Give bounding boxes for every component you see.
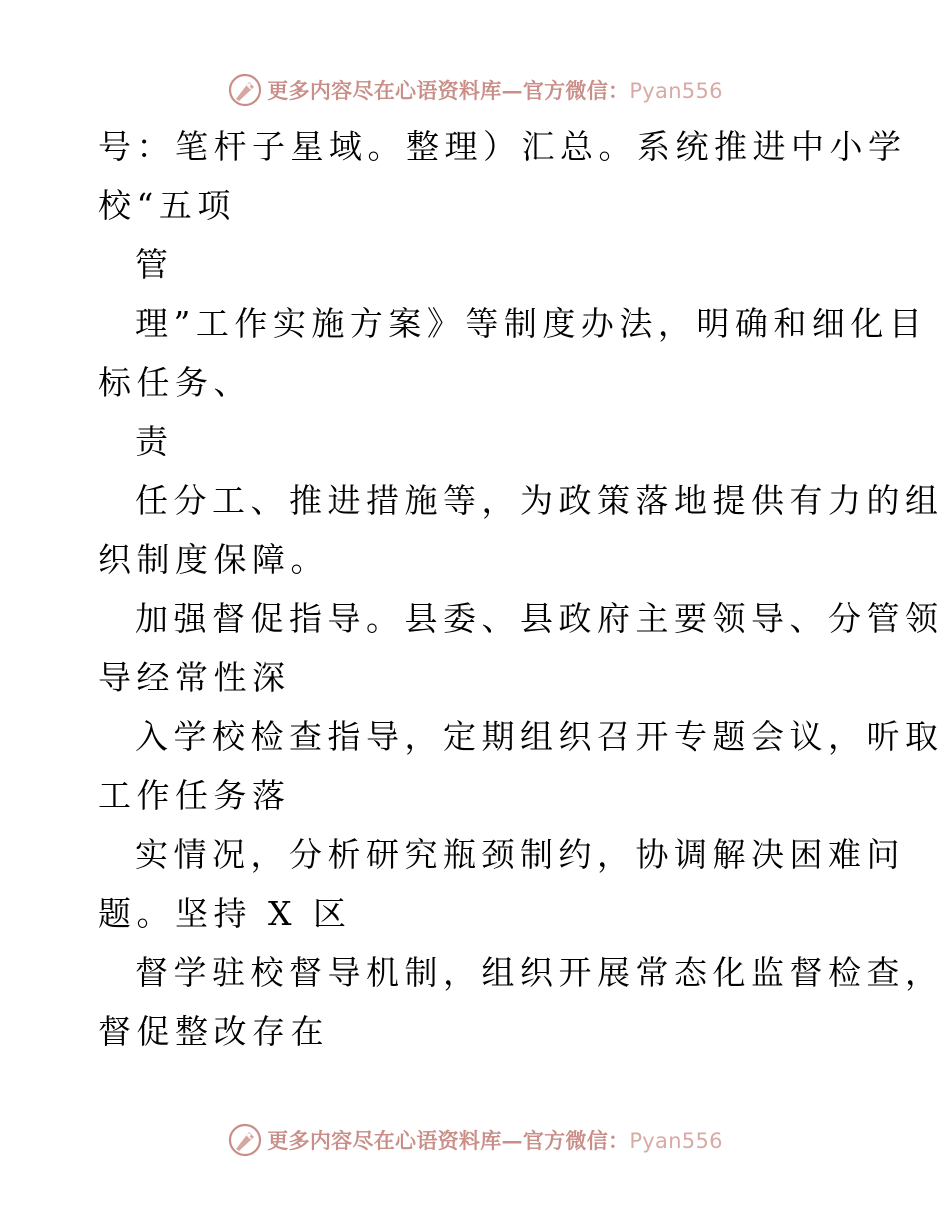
watermark-label: 更多内容尽在心语资料库—官方微信： (267, 1128, 630, 1153)
text-line: 责 (135, 422, 174, 461)
text-line: 导经常性深 (98, 658, 291, 697)
text-line: 题。坚持 X 区 (98, 894, 352, 933)
text-line: 督学驻校督导机制，组织开展常态化监督检查， (135, 953, 944, 992)
watermark-text (267, 1125, 723, 1155)
watermark-wechat-id: Pyan556 (629, 1129, 723, 1153)
watermark-text (267, 75, 723, 105)
text-line: 实情况，分析研究瓶颈制约，协调解决困难问 (135, 835, 905, 874)
text-line: 织制度保障。 (98, 540, 329, 579)
pen-nib-logo-icon (227, 72, 263, 108)
text-line: 工作任务落 (98, 776, 291, 815)
watermark-label: 更多内容尽在心语资料库—官方微信： (267, 78, 630, 103)
text-line: 入学校检查指导，定期组织召开专题会议，听取 (135, 717, 944, 756)
text-line: 标任务、 (98, 363, 252, 402)
text-line: 任分工、推进措施等，为政策落地提供有力的组 (135, 481, 944, 520)
watermark-header (0, 68, 950, 112)
watermark-wechat-id: Pyan556 (629, 79, 723, 103)
text-line: 管 (135, 245, 174, 284)
pen-nib-logo-icon (227, 1122, 263, 1158)
watermark-footer (0, 1118, 950, 1162)
text-line: 督促整改存在 (98, 1012, 329, 1051)
text-line: 校“五项 (98, 186, 236, 225)
text-line: 理”工作实施方案》等制度办法，明确和细化目 (135, 304, 928, 343)
text-line: 加强督促指导。县委、县政府主要领导、分管领 (135, 599, 944, 638)
text-line: 号：笔杆子星域。整理）汇总。系统推进中小学 (98, 127, 907, 166)
